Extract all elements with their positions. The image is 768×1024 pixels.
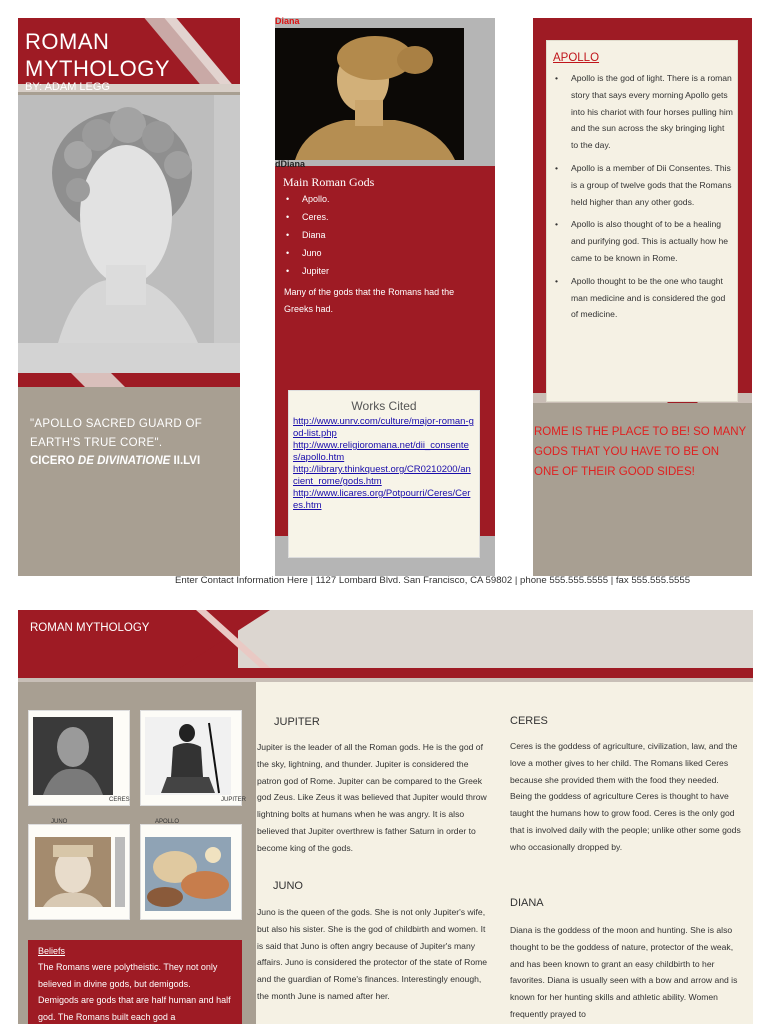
image-caption-top: Diana [275,16,300,26]
list-item: • Jupiter [286,262,476,280]
list-item: • Juno [286,244,476,262]
diana-heading: DIANA [510,897,544,909]
list-item: • Apollo is a member of Dii Consentes. This is a group of twelve gods that the Romans held higher than any other gods. [555,160,733,210]
list-item: • Apollo is the god of light. There is a roman story that says every morning Apollo gets into his chariot with four horses pulling him and the sun across the sky bringing light to the day. [555,70,733,154]
jupiter-heading: JUPITER [274,716,320,728]
thumb-ceres [28,710,130,806]
diana-text: Diana is the goddess of the moon and hunting. She is also thought to be the goddess of nature, protector of the weak, and has been known to grant an easy childbirth to her favorites. Diana is usually seen with a bow and arrow and is known for her hunting skills and athletic ability. Women frequently prayed to [510,925,738,1019]
divider-stripe-decoration [71,373,125,387]
page2-banner-bottom-bar [18,668,753,678]
gods-list-heading: Main Roman Gods [283,175,375,189]
diana-bust-illustration [275,28,464,160]
works-cited-box [288,390,480,558]
byline: BY: ADAM LEGG [25,81,110,93]
list-item: • Apollo thought to be the one who taught man medicine and is considered the god of medicine. [555,273,733,323]
page2-banner-title: ROMAN MYTHOLOGY [30,622,150,634]
citation-work: DE DIVINATIONE [77,455,171,467]
panel1-image-side-bar [214,95,240,343]
juno-heading: JUNO [273,880,303,892]
works-cited-link[interactable]: http://www.religioromana.net/dii_consentes/apollo.htm [293,440,469,463]
citation-reference: II.LVI [170,455,201,467]
apollo-facts-list [555,70,733,323]
thumb-side-bar [115,837,125,907]
thumb-label: JUPITER [221,797,247,803]
brochure-title [25,28,170,82]
thumb-label: APOLLO [155,819,180,825]
beliefs-heading: Beliefs [38,946,66,956]
list-item: • Ceres. [286,208,476,226]
works-cited-title: Works Cited [351,399,417,413]
beliefs-box [28,940,242,1024]
apollo-heading: APOLLO [553,52,600,64]
juno-thumbnail [35,837,111,907]
ceres-thumbnail [33,717,113,795]
panel1-grey-band [18,343,240,373]
thumb-apollo [140,819,242,920]
title-line-1: ROMAN [25,29,110,54]
jupiter-text: Jupiter is the leader of all the Roman gods. He is the god of the sky, lightning, and thunder. Jupiter is considered the patron god of Rome. Jupiter can be compared to the Greek god Zeus. Like Zeus it was believed that Jupiter would throw lightning bolts at humans when he was angry. It is also believed that Jupiter overthrew is father Saturn in order to become king of the gods. [257,742,487,853]
juno-text: Juno is the queen of the gods. She is not only Jupiter's wife, but also his sister. She is the god of childbirth and women. It is said that Juno is often angry because of Jupiter's many affairs. Juno is considered the protector of the state of Rome and the guardian of Rome's finances. Interestingly enough, the month June is named after her. [257,907,488,1001]
diana-bust-image [275,28,464,160]
list-item: • Apollo is also thought of to be a healing and purifying god. This is actually how he came to be known in Rome. [555,216,733,266]
list-item: • Apollo. [286,190,476,208]
panel1-divider-bar [18,373,240,387]
thumb-jupiter [140,710,247,806]
beliefs-text: The Romans were polytheistic. They not only believed in divine gods, but demigods. Demigods are gods that are half human and half god. The Romans built each god a [38,962,231,1022]
thumb-label: JUNO [51,819,68,825]
apollo-bust-illustration [18,95,214,343]
works-cited-link[interactable]: http://library.thinkquest.org/CR0210200/ancient_rome/gods.htm [293,464,471,487]
jupiter-thumbnail [145,717,231,795]
citation-author: CICERO [30,455,78,467]
ceres-text: Ceres is the goddess of agriculture, civilization, law, and the love a mother gives to her child. The Romans liked Ceres because she provided them with the food they needed. Being the goddess of agriculture Ceres is thought to have taught the humans how to grow food. Ceres is the only god that is involved daily with the people; unlike other some gods who occasionally dropped by. [510,741,741,852]
gods-note: Many of the gods that the Romans had the Greeks had. [284,287,455,314]
image-caption-bottom: dDiana [275,159,306,169]
ceres-heading: CERES [510,715,548,727]
apollo-quote: "APOLLO SACRED GUARD OF EARTH'S TRUE CORE". [30,418,203,449]
gods-list [286,190,476,280]
apollo-bust-image [18,95,214,343]
rome-slogan: ROME IS THE PLACE TO BE! SO MANY GODS THAT YOU HAVE TO BE ON ONE OF THEIR GOOD SIDES! [534,426,746,478]
list-item: • Diana [286,226,476,244]
contact-footer: Enter Contact Information Here | 1127 Lombard Blvd. San Francisco, CA 59802 | phone 555.555.5555 | fax 555.555.5555 [175,575,691,586]
thumb-juno [28,819,130,920]
thumb-label: CERES [109,797,130,803]
works-cited-link[interactable]: http://www.licares.org/Potpourri/Ceres/Ceres.htm [293,488,471,511]
apollo-painting-thumbnail [145,837,231,911]
title-line-2: MYTHOLOGY [25,56,171,81]
quote-citation [30,455,235,467]
works-cited-link[interactable]: http://www.unrv.com/culture/major-roman-god-list.php [293,416,474,439]
